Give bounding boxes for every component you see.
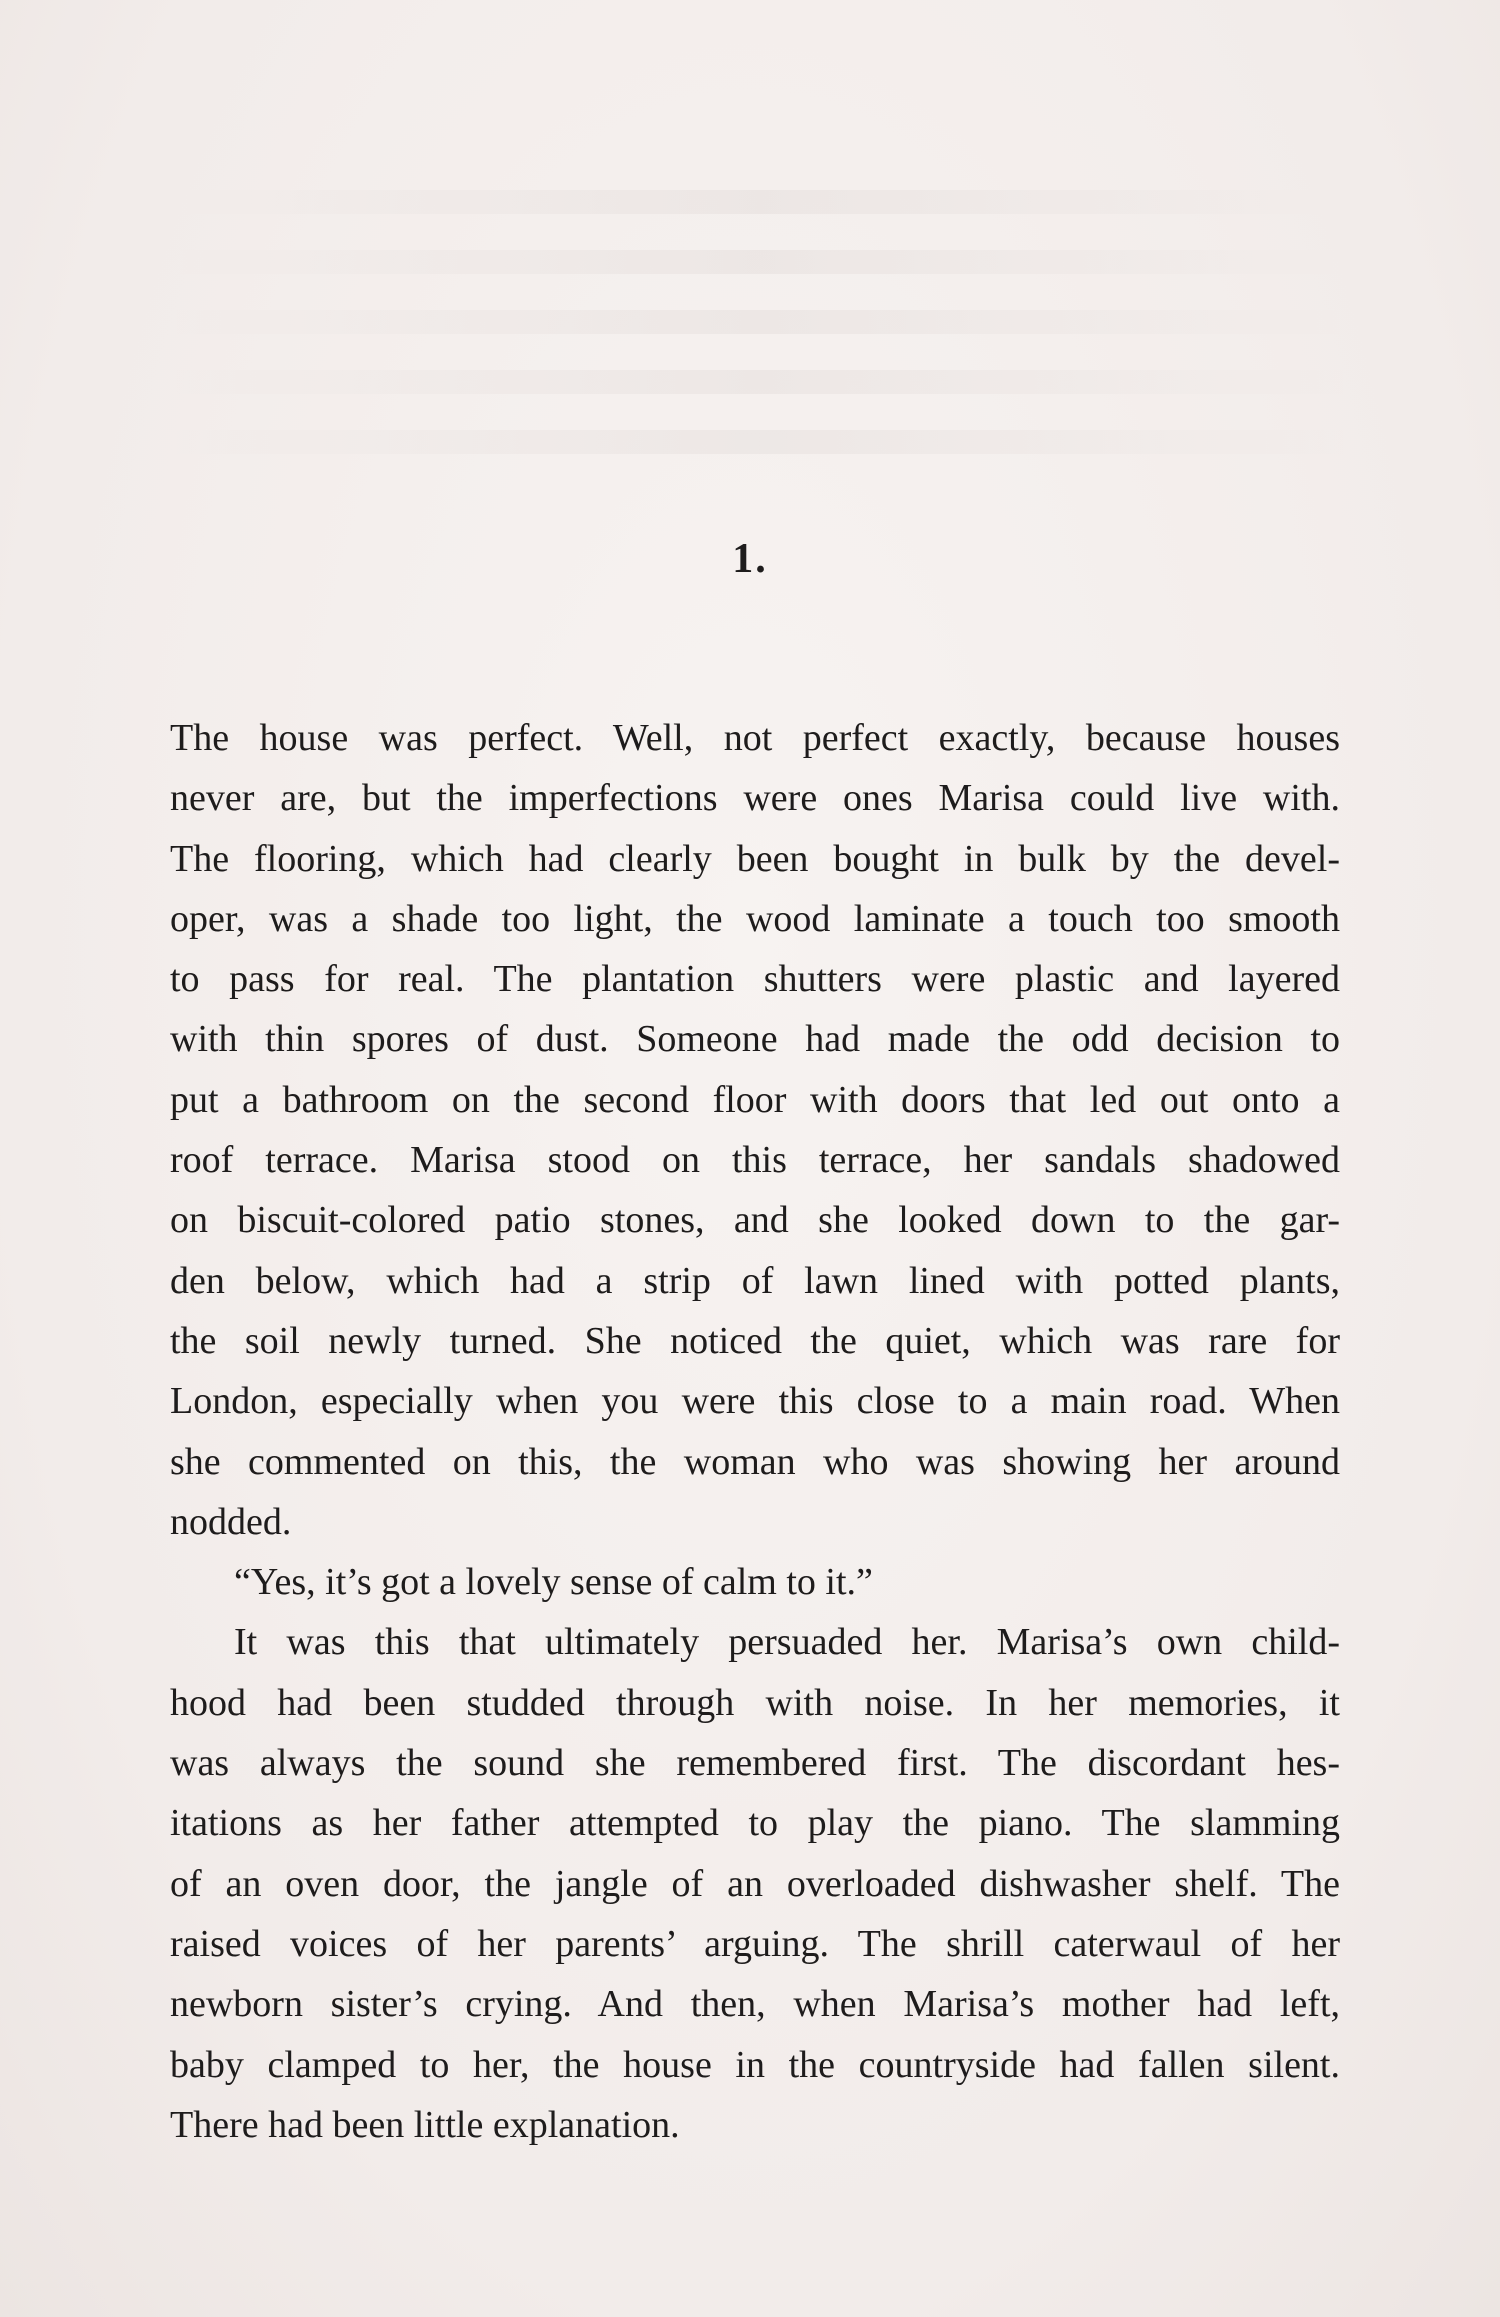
text-line: baby clamped to her, the house in the countryside had fallen silent. xyxy=(170,2043,1340,2086)
text-line: put a bathroom on the second floor with doors that led out onto a xyxy=(170,1078,1340,1121)
text-line: The flooring, which had clearly been bought in bulk by the devel- xyxy=(170,837,1340,880)
text-line: to pass for real. The plantation shutters were plastic and layered xyxy=(170,958,1340,1001)
text-line: hood had been studded through with noise. In her memories, it xyxy=(170,1681,1340,1724)
text-line: she commented on this, the woman who was showing her around xyxy=(170,1440,1340,1483)
text-line: nodded. xyxy=(170,1500,292,1543)
text-line: itations as her father attempted to play the piano. The slamming xyxy=(170,1802,1340,1845)
text-line: It was this that ultimately persuaded her. Marisa’s own child- xyxy=(234,1621,1340,1664)
text-line: the soil newly turned. She noticed the quiet, which was rare for xyxy=(170,1319,1340,1362)
text-line: of an oven door, the jangle of an overloaded dishwasher shelf. The xyxy=(170,1862,1340,1905)
bleed-through-line xyxy=(170,310,1350,334)
bleed-through-line xyxy=(170,190,1350,214)
text-line: There had been little explanation. xyxy=(170,2103,680,2146)
text-line: newborn sister’s crying. And then, when Marisa’s mother had left, xyxy=(170,1983,1340,2026)
text-line: oper, was a shade too light, the wood laminate a touch too smooth xyxy=(170,897,1340,940)
text-line: den below, which had a strip of lawn lined with potted plants, xyxy=(170,1259,1340,1302)
text-line: roof terrace. Marisa stood on this terrace, her sandals shadowed xyxy=(170,1139,1340,1182)
text-line: with thin spores of dust. Someone had made the odd decision to xyxy=(170,1018,1340,1061)
text-line: The house was perfect. Well, not perfect exactly, because houses xyxy=(170,717,1340,759)
text-line: never are, but the imperfections were ones Marisa could live with. xyxy=(170,777,1340,820)
text-line: on biscuit-colored patio stones, and she looked down to the gar- xyxy=(170,1199,1340,1242)
text-line: was always the sound she remembered first. The discordant hes- xyxy=(170,1742,1340,1785)
body-text xyxy=(170,708,1340,2155)
text-line: raised voices of her parents’ arguing. The shrill caterwaul of her xyxy=(170,1922,1340,1965)
bleed-through-line xyxy=(170,430,1350,454)
bleed-through-line xyxy=(170,370,1350,394)
bleed-through-line xyxy=(170,250,1350,274)
chapter-number: 1. xyxy=(732,536,768,582)
text-line: London, especially when you were this close to a main road. When xyxy=(170,1380,1340,1423)
text-line: “Yes, it’s got a lovely sense of calm to it.” xyxy=(234,1561,873,1604)
